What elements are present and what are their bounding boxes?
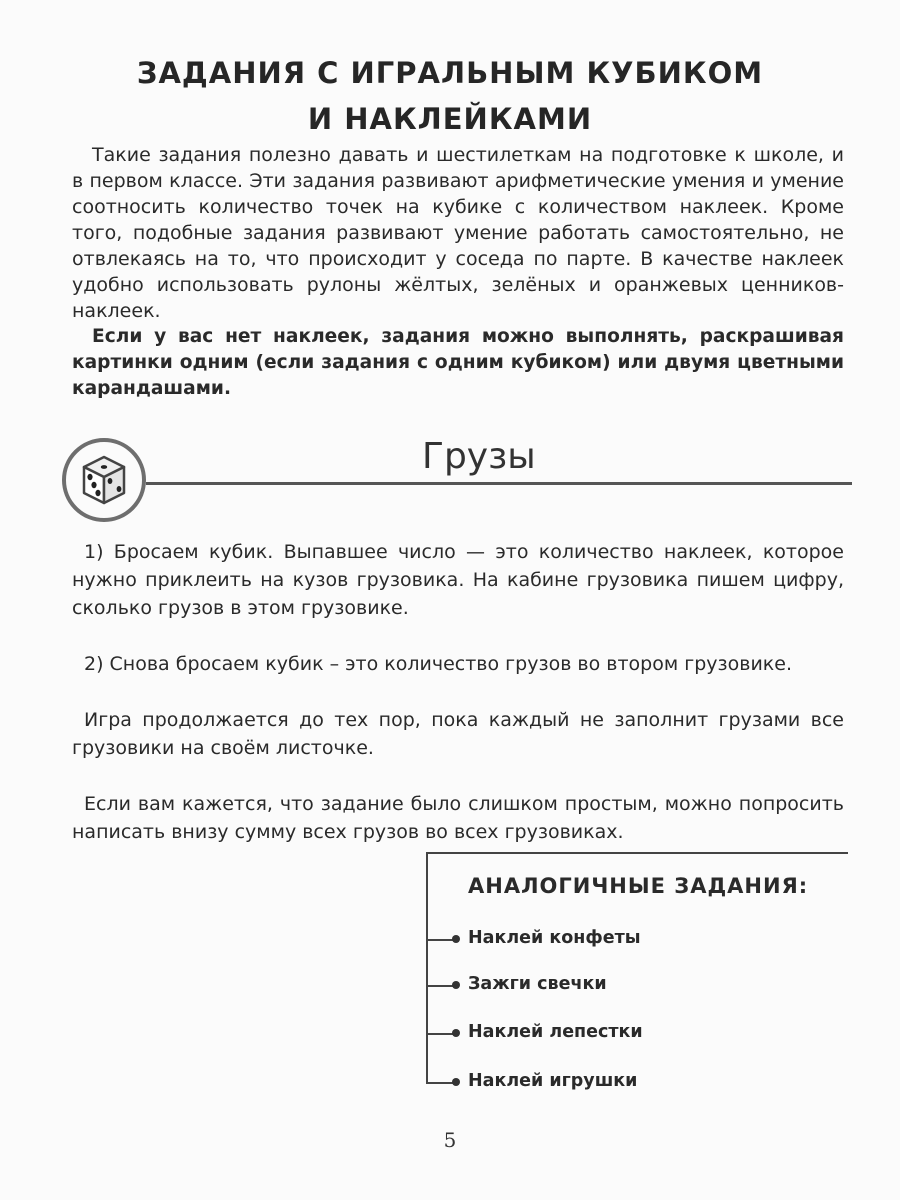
page-number: 5 <box>443 1128 457 1152</box>
intro-text <box>72 142 844 402</box>
dice-badge <box>62 438 146 522</box>
page-title-line-2: И НАКЛЕЙКАМИ <box>307 102 593 136</box>
branch-line <box>426 985 454 987</box>
similar-tasks-title: АНАЛОГИЧНЫЕ ЗАДАНИЯ: <box>468 874 809 898</box>
instructions <box>72 538 844 874</box>
similar-task-label: Наклей игрушки <box>468 1071 638 1091</box>
dice-icon <box>78 453 130 507</box>
similar-task-item <box>426 1022 826 1046</box>
section-header <box>62 438 852 548</box>
similar-task-label: Наклей лепестки <box>468 1022 643 1042</box>
box-left-border <box>426 852 428 1084</box>
instruction-paragraph: 1) Бросаем кубик. Выпавшее число — это количество наклеек, которое нужно приклеить на кузов грузовика. На кабине грузовика пишем цифру, сколько грузов в этом грузовике. <box>72 541 844 619</box>
section-title: Грузы <box>422 436 536 477</box>
box-top-border <box>426 852 848 854</box>
similar-task-item <box>426 1071 826 1095</box>
instruction-paragraph: Если вам кажется, что задание было слишком простым, можно попросить написать внизу сумму всех грузов во всех грузовиках. <box>72 793 844 843</box>
intro-paragraph: Такие задания полезно давать и шестилеткам на подготовке к школе, и в первом классе. Эти задания развивают арифметические умения и умение соотносить количество точек на кубике с количеством наклеек. Кроме того, подобные задания развивают умение работать самостоятельно, не отвлекаясь на то, что происходит у соседа по парте. В качестве наклеек удобно использовать рулоны жёлтых, зелёных и оранжевых ценников-наклеек. <box>72 144 844 322</box>
bullet-icon <box>452 1029 460 1037</box>
branch-line <box>426 1082 454 1084</box>
instruction-paragraph: Игра продолжается до тех пор, пока каждый не заполнит грузами все грузовики на своём листочке. <box>72 709 844 759</box>
section-divider <box>146 482 852 485</box>
instruction-paragraph: 2) Снова бросаем кубик – это количество грузов во втором грузовике. <box>84 653 793 675</box>
branch-line <box>426 939 454 941</box>
similar-task-item <box>426 928 826 952</box>
bullet-icon <box>452 1078 460 1086</box>
similar-task-label: Зажги свечки <box>468 974 607 994</box>
intro-bold-paragraph: Если у вас нет наклеек, задания можно выполнять, раскрашивая картинки одним (если задания с одним кубиком) или двумя цветными карандашами. <box>72 326 844 399</box>
bullet-icon <box>452 935 460 943</box>
similar-task-label: Наклей конфеты <box>468 928 641 948</box>
page-title-line-1: ЗАДАНИЯ С ИГРАЛЬНЫМ КУБИКОМ <box>136 56 764 90</box>
branch-line <box>426 1033 454 1035</box>
similar-task-item <box>426 974 826 998</box>
similar-tasks-box <box>426 852 850 1092</box>
bullet-icon <box>452 981 460 989</box>
